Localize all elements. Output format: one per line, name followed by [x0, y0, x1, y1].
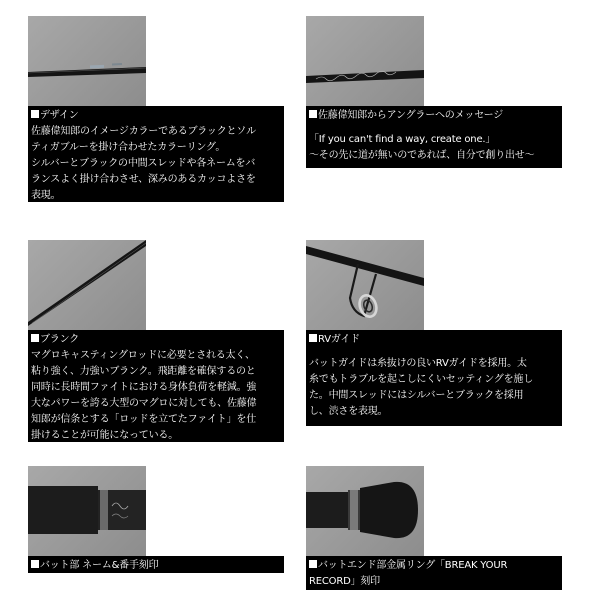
caption-line: ランスよく掛け合わさせ、深みのあるカッコよさを — [31, 174, 256, 185]
rod-blank-photo — [28, 240, 146, 330]
caption-line: 糸でもトラブルを起こしにくいセッティングを施し — [309, 374, 533, 385]
caption-line: 「If you can't find a way, create one.」 — [309, 134, 496, 145]
caption-line: 粘り強く、力強いブランク。飛距離を確保するのと — [31, 366, 256, 377]
caption-line: ティガブルーを掛け合わせたカラーリング。 — [31, 142, 226, 153]
caption-design — [28, 106, 284, 202]
caption-line: 大なパワーを誇る大型のマグロに対しても、佐藤偉 — [31, 398, 257, 409]
caption-heading: バット部 ネーム&番手刻印 — [31, 558, 281, 574]
caption-line: RECORD」刻印 — [309, 576, 380, 587]
rod-script-message-photo — [306, 16, 424, 106]
butt-name-photo — [28, 466, 146, 556]
caption-line: 知郎が信条とする「ロッドを立てたファイト」を仕 — [31, 414, 256, 425]
rv-guide-photo — [306, 240, 424, 330]
caption-line: 〜その先に道が無いのであれば、自分で創り出せ〜 — [309, 150, 535, 161]
caption-butt-end — [306, 556, 562, 590]
caption-heading: バットエンド部金属リング「BREAK YOUR — [309, 558, 559, 574]
caption-blank — [28, 330, 284, 442]
caption-line: 表現。 — [31, 190, 61, 201]
caption-heading: RVガイド — [309, 332, 559, 348]
caption-line: 同時に長時間ファイトにおける身体負荷を軽減。強 — [31, 382, 257, 393]
caption-line: マグロキャスティングロッドに必要とされる太く、 — [31, 350, 255, 361]
caption-line: し、渋さを表現。 — [309, 406, 388, 417]
caption-message — [306, 106, 562, 168]
caption-line: シルバーとブラックの中間スレッドや各ネームをバ — [31, 158, 256, 169]
caption-line: 掛けることが可能になっている。 — [31, 430, 178, 441]
caption-line: バットガイドは糸抜けの良いRVガイドを採用。太 — [309, 358, 527, 369]
caption-line: 佐藤偉知郎のイメージカラーであるブラックとソル — [31, 126, 256, 137]
caption-butt — [28, 556, 284, 573]
butt-end-ring-photo — [306, 466, 424, 556]
caption-line: た。中間スレッドにはシルバーとブラックを採用 — [309, 390, 524, 401]
rod-grip-logo-photo — [28, 16, 146, 106]
caption-heading: 佐藤偉知郎からアングラーへのメッセージ — [309, 108, 559, 124]
caption-heading: ブランク — [31, 332, 281, 348]
caption-rv-guide — [306, 330, 562, 426]
caption-heading: デザイン — [31, 108, 281, 124]
